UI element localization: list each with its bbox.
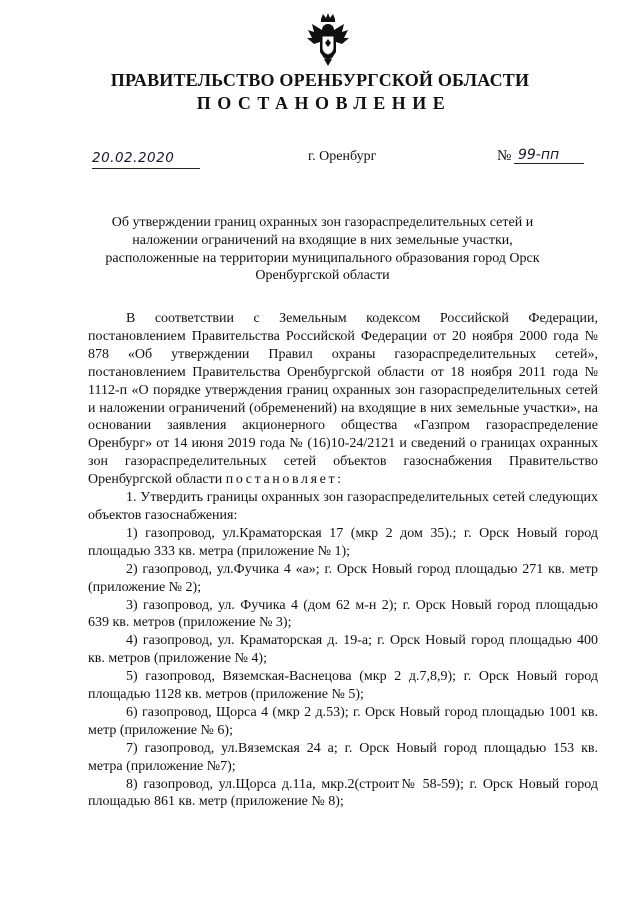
coat-of-arms-icon bbox=[304, 12, 352, 68]
list-item: 2) газопровод, ул.Фучика 4 «а»; г. Орск Новый город площадью 271 кв. метр (приложение № 2); bbox=[88, 561, 598, 595]
list-item: 8) газопровод, ул.Щорса д.11а, мкр.2(строит№ 58-59); г. Орск Новый город площадью 861 кв. метр (приложение № 8); bbox=[88, 776, 598, 810]
resolves-word: постановляет: bbox=[225, 472, 344, 488]
document-title: Об утверждении границ охранных зон газораспределительных сетей и наложении ограничений на входящие в них земельные участки, расположенные на территории муниципального образования город Орск Оренбургской области bbox=[105, 215, 540, 284]
list-item: 5) газопровод, Вяземская-Васнецова (мкр 2 д.7,8,9); г. Орск Новый город площадью 1128 кв. метров (приложение № 5); bbox=[88, 669, 598, 703]
document-body bbox=[88, 310, 598, 811]
clause-1: 1. Утвердить границы охранных зон газораспределительных сетей следующих объектов газоснабжения: bbox=[88, 490, 598, 523]
list-item: 3) газопровод, ул. Фучика 4 (дом 62 м-н 2); г. Орск Новый город площадью 639 кв. метров (приложение № 3); bbox=[88, 597, 598, 631]
document-number bbox=[497, 147, 581, 167]
list-item: 4) газопровод, ул. Краматорская д. 19-а; г. Орск Новый город площадью 400 кв. метров (приложение № 4); bbox=[88, 633, 598, 667]
preamble-text: В соответствии с Земельным кодексом Российской Федерации, постановлением Правительства Российской Федерации от 20 ноября 2000 года № 878 «Об утверждении Правил охраны газораспределительных сетей», постановлением Правительства Оренбургской области от 18 ноября 2011 года № 1112-п «О порядке утверждения границ охранных зон газораспределительных сетей и наложении ограничений (обременений) на входящие в них земельные участки», на основании заявления акционерного общества «Газпром газораспределение Оренбург» от 14 июня 2019 года № (16)10-24/2121 и сведений о границах охранных зон газораспределительных сетей объектов газоснабжения Правительство Оренбургской области bbox=[88, 311, 598, 488]
issuing-authority: ПРАВИТЕЛЬСТВО ОРЕНБУРГСКОЙ ОБЛАСТИ bbox=[110, 70, 530, 90]
preamble-paragraph bbox=[88, 310, 598, 489]
list-item: 1) газопровод, ул.Краматорская 17 (мкр 2 дом 35).; г. Орск Новый город площадью 333 кв. метра (приложение № 1); bbox=[88, 525, 598, 559]
list-item: 7) газопровод, ул.Вяземская 24 а; г. Орск Новый город площадью 153 кв. метра (приложение №7); bbox=[88, 740, 598, 774]
document-city: г. Оренбург bbox=[308, 149, 377, 164]
list-item: 6) газопровод, Щорса 4 (мкр 2 д.53); г. Орск Новый город площадью 1001 кв. метр (приложение № 6); bbox=[88, 704, 598, 738]
document-date: 20.02.2020 bbox=[92, 150, 200, 169]
number-value: 99-пп bbox=[514, 147, 584, 164]
document-type: ПОСТАНОВЛЕНИЕ bbox=[196, 93, 452, 113]
number-sign: № bbox=[497, 148, 512, 164]
